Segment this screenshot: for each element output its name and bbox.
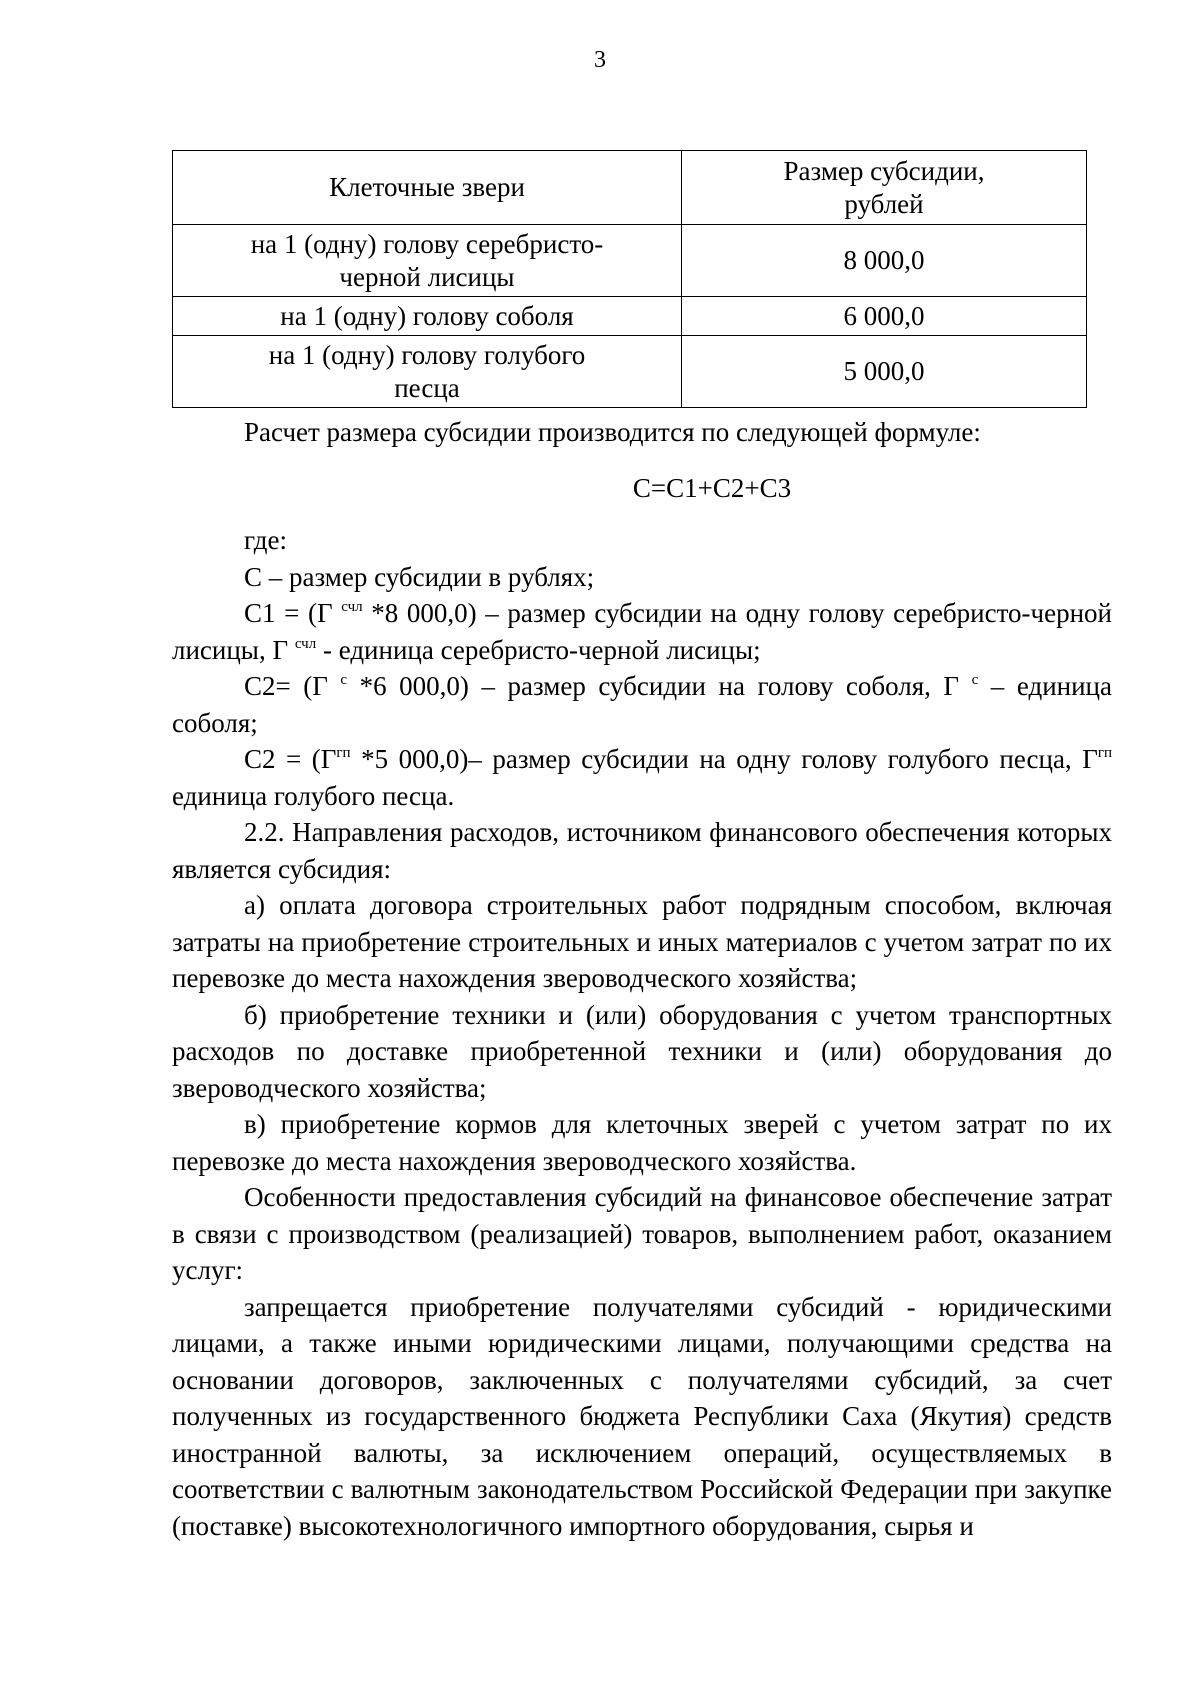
table-cell-amount: 5 000,0 — [682, 336, 1087, 408]
definition-text: С2= (Г — [244, 671, 341, 701]
table-header-amount-text: Размер субсидии, рублей — [783, 155, 985, 219]
table-cell-amount: 8 000,0 — [682, 225, 1087, 297]
definition-c1 — [172, 595, 1112, 668]
index-superscript: гп — [336, 745, 351, 761]
definition-text: *5 000,0)– размер субсидии на одну голову голубого песца, Г — [350, 744, 1098, 774]
table-cell-animal — [173, 336, 682, 408]
definition-text: С2 = (Г — [244, 744, 337, 774]
table-cell-animal — [173, 225, 682, 297]
table-cell-amount: 6 000,0 — [682, 297, 1087, 336]
definition-text: – единица соболя; — [172, 671, 1112, 738]
index-superscript: с — [971, 672, 979, 688]
page-number: 3 — [594, 47, 606, 73]
table-cell-animal-text: на 1 (одну) голову серебристо-черной лисицы — [250, 228, 604, 292]
definition-text: - единица серебристо-черной лисицы; — [316, 634, 761, 665]
definition-c3 — [172, 741, 1112, 814]
definition-text: С1 = (Г — [244, 598, 342, 628]
where-label: где: — [244, 525, 287, 555]
list-item-a: а) оплата договора строительных работ подрядным способом, включая затраты на приобретение строительных и иных материалов с учетом затрат по их перевозке до места нахождения звероводческого хозяйства; — [172, 890, 1112, 993]
table-header-row — [173, 151, 1087, 225]
definition-text: *8 000,0) – размер субсидии на одну голову серебристо-черной лисицы, Г — [172, 598, 1112, 665]
table-header-animals: Клеточные звери — [173, 151, 682, 225]
features-paragraph: Особенности предоставления субсидий на финансовое обеспечение затрат в связи с производством (реализацией) товаров, выполнением работ, оказанием услуг: — [172, 1182, 1112, 1285]
index-superscript: счл — [341, 599, 363, 615]
index-superscript: с — [340, 672, 348, 688]
table-header-amount — [682, 151, 1087, 225]
list-item-v: в) приобретение кормов для клеточных зверей с учетом затрат по их перевозке до места нахождения звероводческого хозяйства. — [172, 1109, 1112, 1176]
table-cell-animal-text: на 1 (одну) голову голубого песца — [268, 339, 586, 403]
index-superscript: гп — [1097, 745, 1113, 761]
index-superscript: счл — [294, 635, 317, 652]
definition-c: С – размер субсидии в рублях; — [244, 561, 595, 592]
definition-text: единица голубого песца. — [172, 780, 455, 811]
document-body — [172, 414, 1112, 1544]
list-item-b: б) приобретение техники и (или) оборудования с учетом транспортных расходов по доставке приобретенной техники и (или) оборудования до звероводческого хозяйства; — [172, 999, 1112, 1103]
definition-c2 — [172, 668, 1112, 741]
definition-text: *6 000,0) – размер субсидии на голову соболя, Г — [347, 671, 972, 701]
subsidy-table — [172, 150, 1087, 408]
formula: С=С1+С2+С3 — [632, 472, 792, 503]
table-row — [173, 297, 1087, 336]
table-row — [173, 336, 1087, 408]
formula-intro: Расчет размера субсидии производится по следующей формуле: — [244, 417, 981, 447]
table-cell-animal: на 1 (одну) голову соболя — [173, 297, 682, 336]
prohibition-paragraph: запрещается приобретение получателями субсидий - юридическими лицами, а также иными юридическими лицами, получающими средства на основании договоров, заключенных с получателями субсидий, за счет полученных из государственного бюджета Республики Саха (Якутия) средств иностранной валюты, за исключением операций, осуществляемых в соответствии с валютным законодательством Российской Федерации при закупке (поставке) высокотехнологичного импортного оборудования, сырья и — [172, 1291, 1112, 1541]
table-row — [173, 225, 1087, 297]
section-2-2: 2.2. Направления расходов, источником финансового обеспечения которых является субсидия: — [172, 817, 1112, 884]
